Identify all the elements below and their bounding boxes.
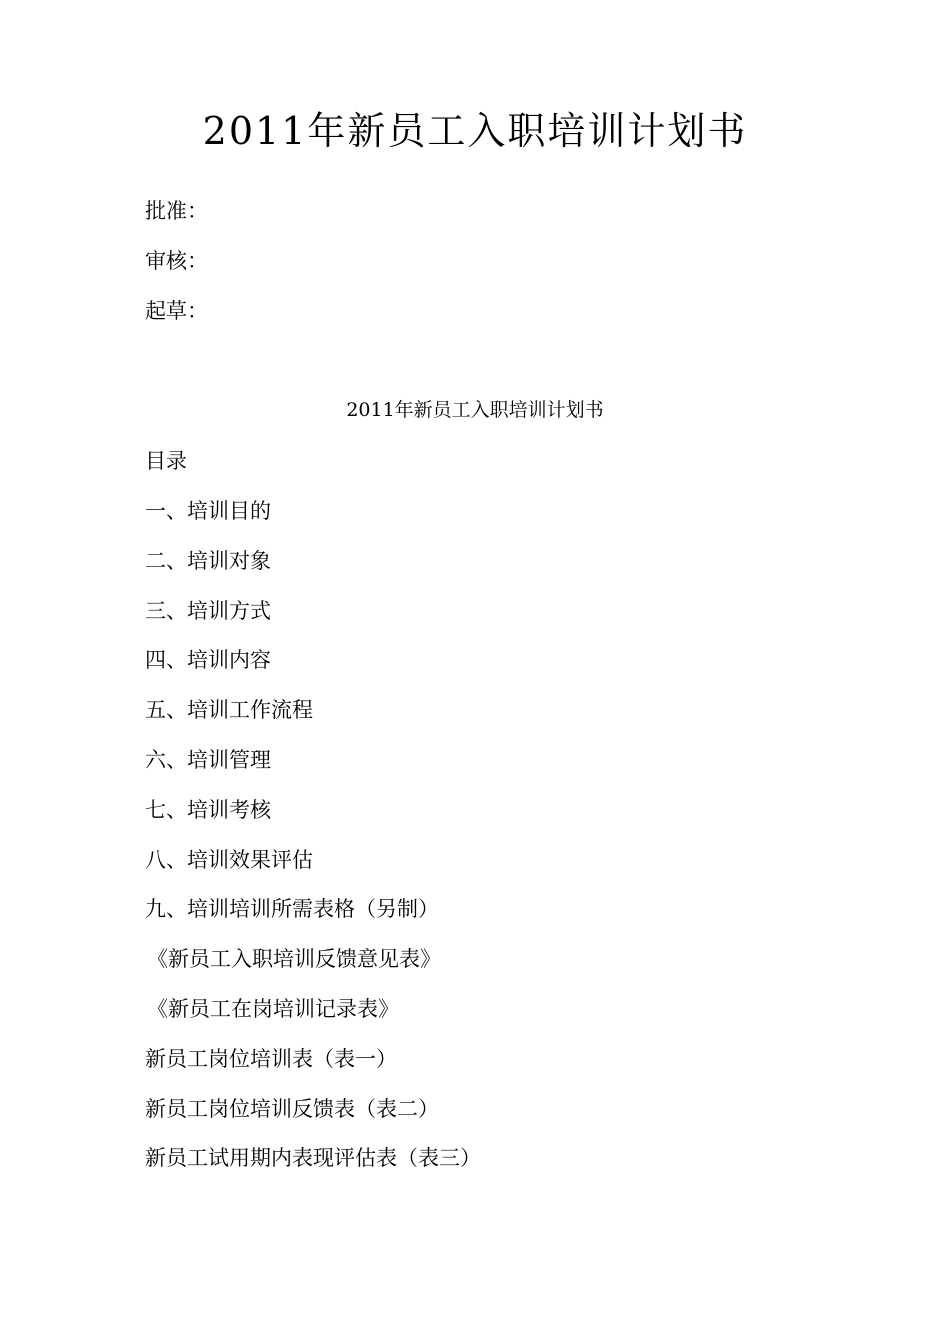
- toc-item-audience: 二、培训对象: [145, 548, 271, 573]
- toc-item-table-two: 新员工岗位培训反馈表（表二）: [145, 1096, 439, 1121]
- approval-signature-block: [145, 196, 805, 346]
- toc-item-forms: 九、培训培训所需表格（另制）: [145, 897, 439, 922]
- toc-item-workflow: 五、培训工作流程: [145, 698, 313, 723]
- toc-heading: 目录: [145, 449, 187, 473]
- draft-field-label: 起草：: [145, 299, 208, 323]
- toc-item-table-one: 新员工岗位培训表（表一）: [145, 1046, 397, 1071]
- toc-item-management: 六、培训管理: [145, 747, 271, 772]
- toc-item-evaluation: 八、培训效果评估: [145, 847, 313, 872]
- toc-item-table-three: 新员工试用期内表现评估表（表三）: [145, 1146, 481, 1171]
- toc-item-method: 三、培训方式: [145, 598, 271, 623]
- document-subtitle: 2011年新员工入职培训计划书: [346, 399, 604, 421]
- toc-item-feedback-form: 《新员工入职培训反馈意见表》: [147, 947, 441, 972]
- toc-list: [145, 496, 805, 1193]
- document-title: 2011年新员工入职培训计划书: [202, 109, 748, 153]
- table-of-contents: [145, 446, 805, 1193]
- review-field-label: 审核：: [145, 249, 208, 273]
- toc-item-assessment: 七、培训考核: [145, 797, 271, 822]
- toc-item-purpose: 一、培训目的: [145, 499, 271, 523]
- toc-item-content: 四、培训内容: [145, 648, 271, 673]
- approval-field-label: 批准：: [145, 199, 208, 223]
- toc-item-onjob-record-form: 《新员工在岗培训记录表》: [147, 996, 399, 1021]
